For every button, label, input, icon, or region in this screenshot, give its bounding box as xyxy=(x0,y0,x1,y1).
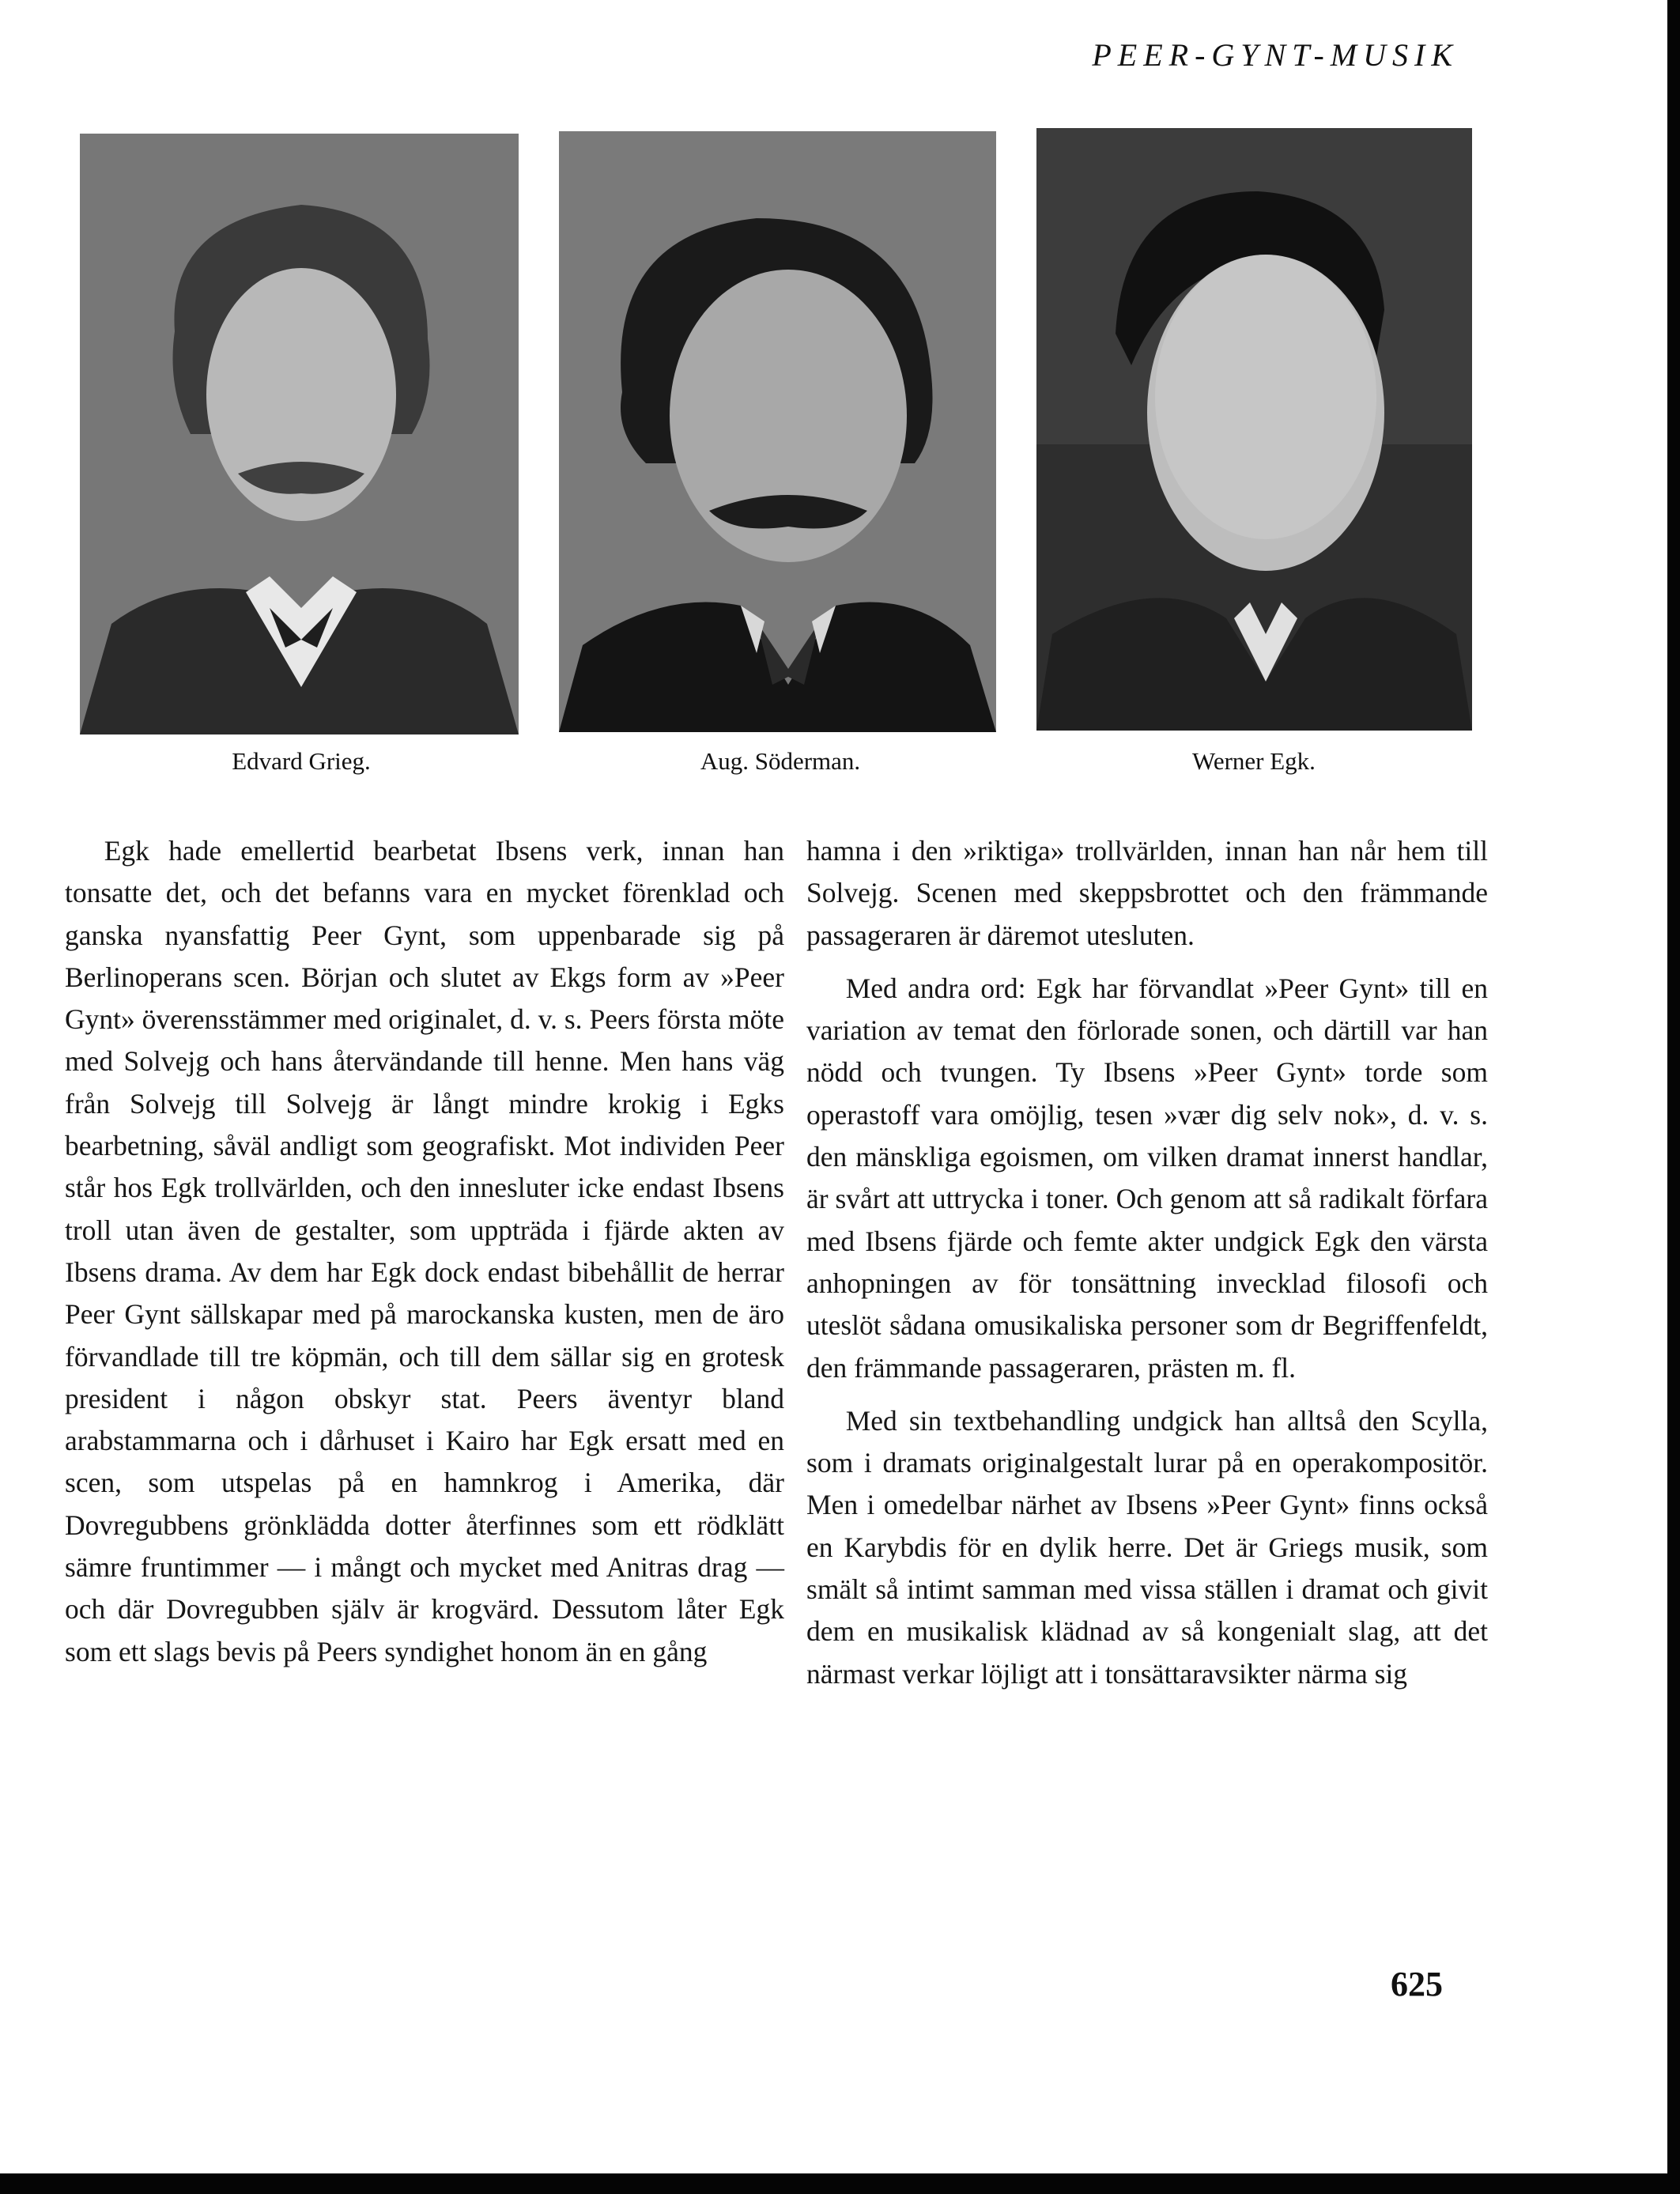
caption-edvard-grieg: Edvard Grieg. xyxy=(232,747,371,775)
paragraph: Egk hade emellertid bearbetat Ibsens verk, innan han tonsatte det, och det befanns vara en mycket förenklad och ganska nyansfattig Peer Gynt, som uppenbarade sig på Berlinoperans scen. Början och slutet av Ekgs form av »Peer Gynt» överensstämmer med originalet, d. v. s. Peers första möte med Solvejg och hans återvändande till henne. Men hans väg från Solvejg till Solvejg är långt mindre krokig i Egks bearbetning, såväl andligt som geografiskt. Mot individen Peer står hos Egk trollvärlden, och den innesluter icke endast Ibsens troll utan även de gestalter, som uppträda i fjärde akten av Ibsens drama. Av dem har Egk dock endast bibehållit de herrar Peer Gynt sällskapar med på marockanska kusten, men de äro förvandlade till tre köpmän, och till dem sällar sig en grotesk president i någon obskyr stat. Peers äventyr bland arabstammarna och i dårhuset i Kairo har Egk ersatt med en scen, som utspelas på en hamnkrog i Amerika, där Dovregubbens grönklädda dotter återfinnes som ett rödklätt sämre fruntimmer — i mångt och mycket med Anitras drag — och där Dovregubben själv är krogvärd. Dessutom låter Egk som ett slags bevis på Peers syndighet honom än en gång xyxy=(65,835,784,1667)
scan-border-bottom xyxy=(0,2173,1680,2194)
portrait-werner-egk xyxy=(1036,128,1472,731)
paragraph: Med sin textbehandling undgick han alltså den Scylla, som i dramats originalgestalt lurar på en operakompositör. Men i omedelbar närhet av Ibsens »Peer Gynt» finns också en Karybdis för en dylik herre. Det är Griegs musik, som smält så intimt samman med vissa ställen i dramat och givit dem en musikalisk klädnad av så kongenialt slag, att det närmast verkar löjligt att i tonsättaravsikter närma sig xyxy=(806,1404,1488,1690)
portrait-aug-soderman xyxy=(559,131,996,732)
running-title: PEER-GYNT-MUSIK xyxy=(1092,37,1459,73)
portrait-edvard-grieg xyxy=(80,134,519,734)
scan-border-right xyxy=(1667,0,1680,2194)
caption-aug-soderman: Aug. Söderman. xyxy=(700,747,861,775)
page-number: 625 xyxy=(1391,1965,1443,2003)
text-column-left xyxy=(65,830,784,1684)
caption-werner-egk: Werner Egk. xyxy=(1192,747,1316,775)
paragraph: hamna i den »riktiga» trollvärlden, innan han når hem till Solvejg. Scenen med skeppsbrottet och den främmande passageraren är däremot utesluten. xyxy=(806,835,1488,951)
paragraph: Med andra ord: Egk har förvandlat »Peer Gynt» till en variation av temat den förlorade sonen, och därtill var han nödd och tvungen. Ty Ibsens »Peer Gynt» torde som operastoff vara omöjlig, tesen »vær dig selv nok», d. v. s. den mänskliga egoismen, om vilken dramat innerst handlar, är svårt att uttrycka i toner. Och genom att så radikalt förfara med Ibsens fjärde och femte akter undgick Egk den värsta anhopningen av för tonsättning invecklad filosofi och uteslöt sådana omusikaliska personer som dr Begriffenfeldt, den främmande passageraren, prästen m. fl. xyxy=(806,972,1488,1384)
text-column-right xyxy=(806,830,1488,1706)
